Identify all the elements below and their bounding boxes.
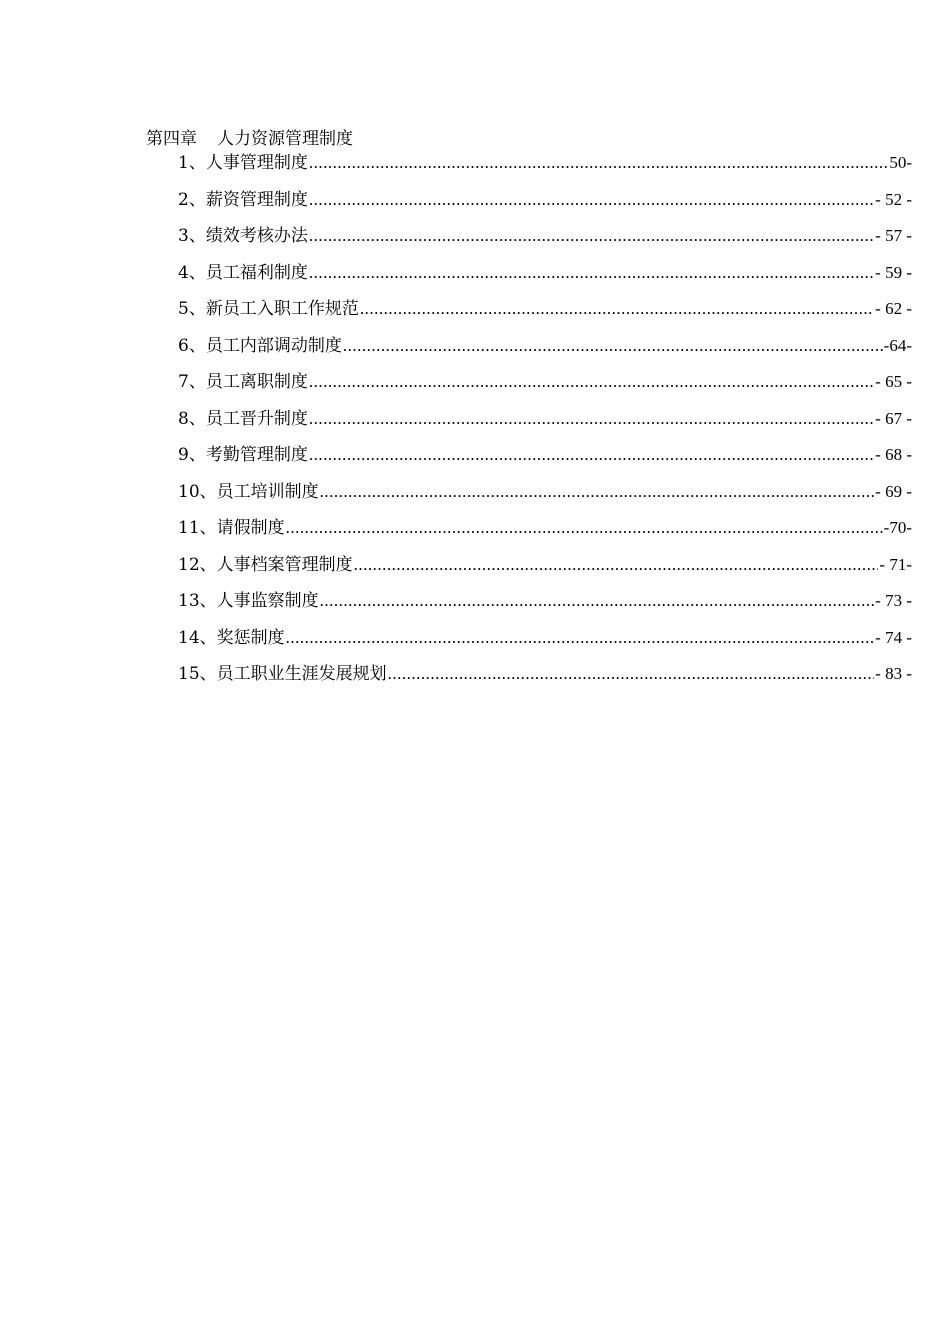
toc-entry[interactable] <box>178 151 912 188</box>
toc-entry[interactable] <box>178 188 912 225</box>
toc-entry-page: - 74 - <box>875 627 912 647</box>
toc-entry-page: - 69 - <box>875 481 912 501</box>
toc-entry-leader <box>309 224 874 248</box>
table-of-contents <box>146 127 912 699</box>
toc-entry-leader <box>286 516 883 540</box>
toc-entry-leader <box>309 188 874 212</box>
toc-entry-page: -70- <box>883 518 912 537</box>
toc-entry-label: 9、考勤管理制度 <box>178 445 308 465</box>
toc-entry-leader <box>309 407 874 431</box>
toc-entry-leader <box>343 334 883 358</box>
toc-entry[interactable] <box>178 334 912 371</box>
chapter-heading <box>146 127 912 151</box>
toc-entry-leader <box>309 261 874 285</box>
chapter-title: 人力资源管理制度 <box>217 129 353 149</box>
toc-entry-label: 3、绩效考核办法 <box>178 226 308 246</box>
toc-entry[interactable] <box>178 589 912 626</box>
toc-entry[interactable] <box>178 626 912 663</box>
toc-entry-leader <box>309 151 889 175</box>
toc-entry-page: - 52 - <box>875 189 912 209</box>
toc-entry-page: - 62 - <box>875 299 912 318</box>
toc-entry-label: 14、奖惩制度 <box>178 627 285 648</box>
toc-entry-label: 13、人事监察制度 <box>178 591 319 611</box>
toc-entry-label: 5、新员工入职工作规范 <box>178 299 359 319</box>
toc-entry-label: 8、员工晋升制度 <box>178 408 308 429</box>
toc-entry-label: 11、请假制度 <box>178 518 285 538</box>
toc-entry-page: -64- <box>883 335 912 355</box>
toc-entry-leader <box>354 553 879 577</box>
toc-entry[interactable] <box>178 224 912 261</box>
toc-entry[interactable] <box>178 297 912 334</box>
toc-entry-page: - 59 - <box>875 262 912 282</box>
toc-entry-page: - 57 - <box>875 226 912 245</box>
toc-entry-leader <box>309 370 874 394</box>
toc-entry-leader <box>320 480 875 504</box>
toc-entry[interactable] <box>178 516 912 553</box>
toc-entry-label: 7、员工离职制度 <box>178 372 308 392</box>
toc-entry-page: - 83 - <box>875 664 912 683</box>
toc-entry-leader <box>360 297 874 321</box>
toc-entry-label: 1、人事管理制度 <box>178 153 308 173</box>
toc-entry-leader <box>286 626 875 650</box>
toc-entry-label: 10、员工培训制度 <box>178 481 319 502</box>
toc-entry-label: 2、薪资管理制度 <box>178 189 308 210</box>
toc-entry[interactable] <box>178 553 912 590</box>
toc-entry[interactable] <box>178 443 912 480</box>
toc-entry-page: - 65 - <box>875 372 912 391</box>
toc-entry[interactable] <box>178 407 912 444</box>
chapter-number: 第四章 <box>146 129 197 149</box>
toc-entry[interactable] <box>178 480 912 517</box>
toc-entry-label: 15、员工职业生涯发展规划 <box>178 664 387 684</box>
toc-entry[interactable] <box>178 261 912 298</box>
toc-entry-leader <box>320 589 875 613</box>
toc-entry-page: - 73 - <box>875 591 912 610</box>
toc-entry-leader <box>309 443 874 467</box>
toc-entry-page: - 67 - <box>875 408 912 428</box>
toc-entry[interactable] <box>178 370 912 407</box>
toc-entry-page: 50- <box>889 153 912 172</box>
toc-entry-label: 6、员工内部调动制度 <box>178 335 342 356</box>
toc-entry-label: 4、员工福利制度 <box>178 262 308 283</box>
toc-entry-leader <box>388 662 875 686</box>
toc-entry-page: - 71- <box>879 554 912 574</box>
toc-entry-label: 12、人事档案管理制度 <box>178 554 353 575</box>
toc-entry[interactable] <box>178 662 912 699</box>
toc-entry-page: - 68 - <box>875 445 912 464</box>
